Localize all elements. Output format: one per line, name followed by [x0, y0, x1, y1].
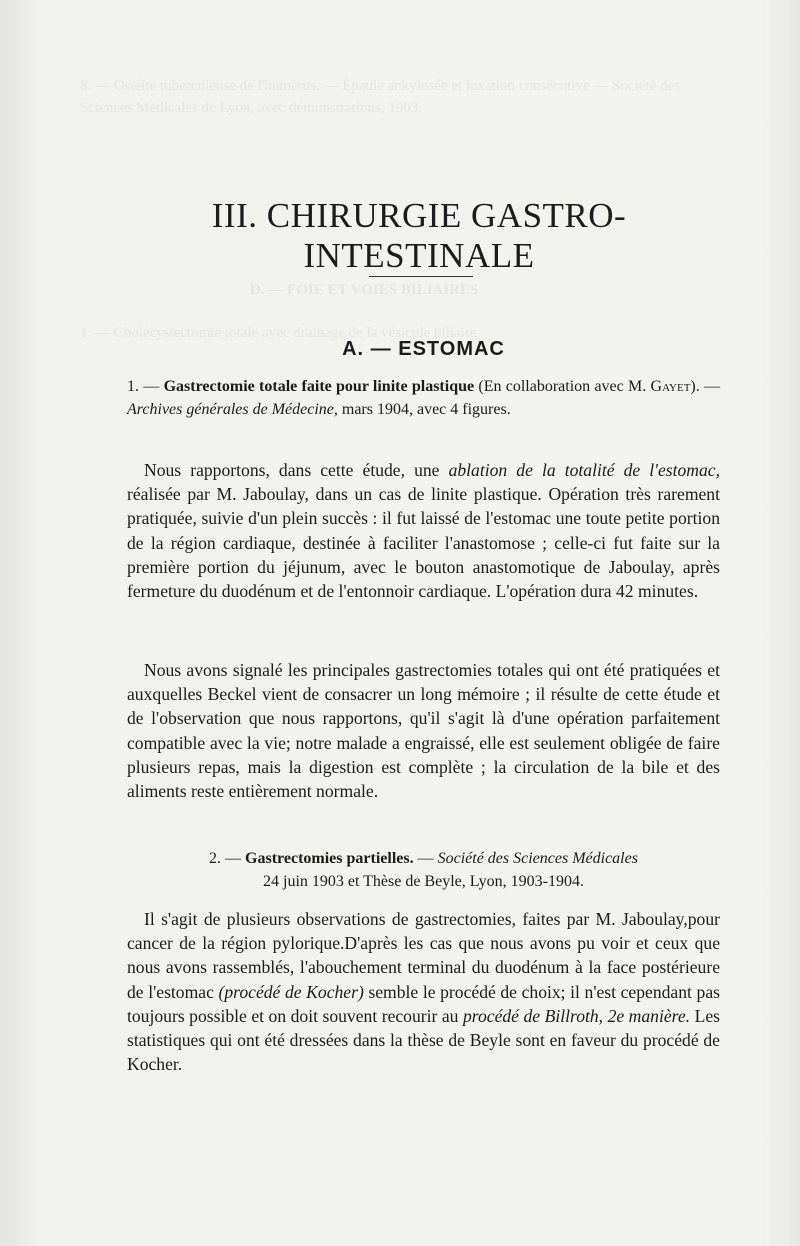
- bleed-through-line: 8. — Ostéite tuberculeuse de l'humérus. — Épaule ankylosée et luxation consécutive — Société des: [80, 78, 681, 94]
- collaborator-name: Gayet: [650, 378, 691, 395]
- bibliography-entry-1: [127, 376, 720, 421]
- paragraph-text: Il s'agit de plusieurs observations de gastrectomies, faites par M. Jaboulay,pour cancer de la région pylorique.D'après les cas que nous avons pu voir et ceux que nous avons rassemblés, l'abouchement terminal du duodénum à la face postérieure de l'estomac: [127, 909, 720, 1002]
- paragraph-text: Nous avons signalé les principales gastrectomies totales qui ont été pratiquées et auxquelles Beckel vient de consacrer un long mémoire ; il résulte de cette étude et de l'observation que nous rapportons, qu'il s'agit là d'une opération parfaitement compatible avec la vie; notre malade a engraissé, elle est seulement obligée de faire plusieurs repas, mais la digestion est complète ; la circulation de la bile et des aliments reste entièrement normale.: [127, 660, 720, 802]
- entry-number: 2. —: [209, 850, 242, 867]
- entry-separator: —: [417, 850, 434, 867]
- paragraph-emphasis: procédé de Billroth, 2e manière.: [462, 1005, 691, 1026]
- chapter-title: III. CHIRURGIE GASTRO-INTESTINALE: [211, 196, 627, 275]
- paragraph-text: Les statistiques qui ont été dressées dans la thèse de Beyle sont en faveur du procédé de Kocher.: [127, 1005, 720, 1075]
- bibliography-entry-2: [127, 848, 720, 893]
- bleed-through-line: 1. — Cholécystectomie totale avec drainage de la vésicule biliaire: [80, 325, 477, 341]
- entry-journal: Société des Sciences Médicales: [437, 850, 638, 867]
- paragraph-emphasis: (procédé de Kocher): [218, 981, 364, 1002]
- paragraph-text: semble le procédé de choix; il n'est cependant pas toujours possible et on doit souvent recourir au: [127, 981, 720, 1026]
- entry-journal: Archives générales de Médecine,: [127, 400, 338, 418]
- entry-details: 24 juin 1903 et Thèse de Beyle, Lyon, 1903-1904.: [263, 872, 584, 890]
- entry-separator: ). —: [690, 378, 721, 395]
- entry-details: mars 1904, avec 4 figures.: [341, 400, 511, 418]
- paragraph-1: [127, 458, 720, 603]
- paragraph-text: Nous rapportons, dans cette étude, une: [144, 460, 440, 480]
- paragraph-text: réalisée par M. Jaboulay, dans un cas de linite plastique. Opération très rarement pratiquée, suivie d'un plein succès : il fut laissé de l'estomac une toute petite portion de la région cardiaque, destinée à faciliter l'anastomose ; celle-ci fut faite sur la première portion du jéjunum, avec le bouton anastomotique de Jaboulay, après fermeture du duodénum et de l'entonnoir cardiaque. L'opération dura 42 minutes.: [127, 484, 720, 602]
- bleed-through-line: Sciences Médicales de Lyon, avec démonstrations, 1903.: [80, 100, 422, 116]
- entry-title: Gastrectomies partielles.: [245, 850, 414, 867]
- entry-number: 1. —: [127, 378, 160, 395]
- paragraph-3: [127, 907, 720, 1076]
- paragraph-emphasis: ablation de la totalité de l'estomac,: [448, 460, 720, 480]
- title-divider: [369, 276, 473, 277]
- bleed-through-line: D. — FOIE ET VOIES BILIAIRES: [250, 282, 479, 298]
- section-heading: A. — ESTOMAC: [342, 338, 505, 360]
- entry-title: Gastrectomie totale faite pour linite plastique: [163, 378, 475, 395]
- entry-collaboration: (En collaboration avec M.: [478, 378, 647, 395]
- paragraph-2: [127, 658, 720, 803]
